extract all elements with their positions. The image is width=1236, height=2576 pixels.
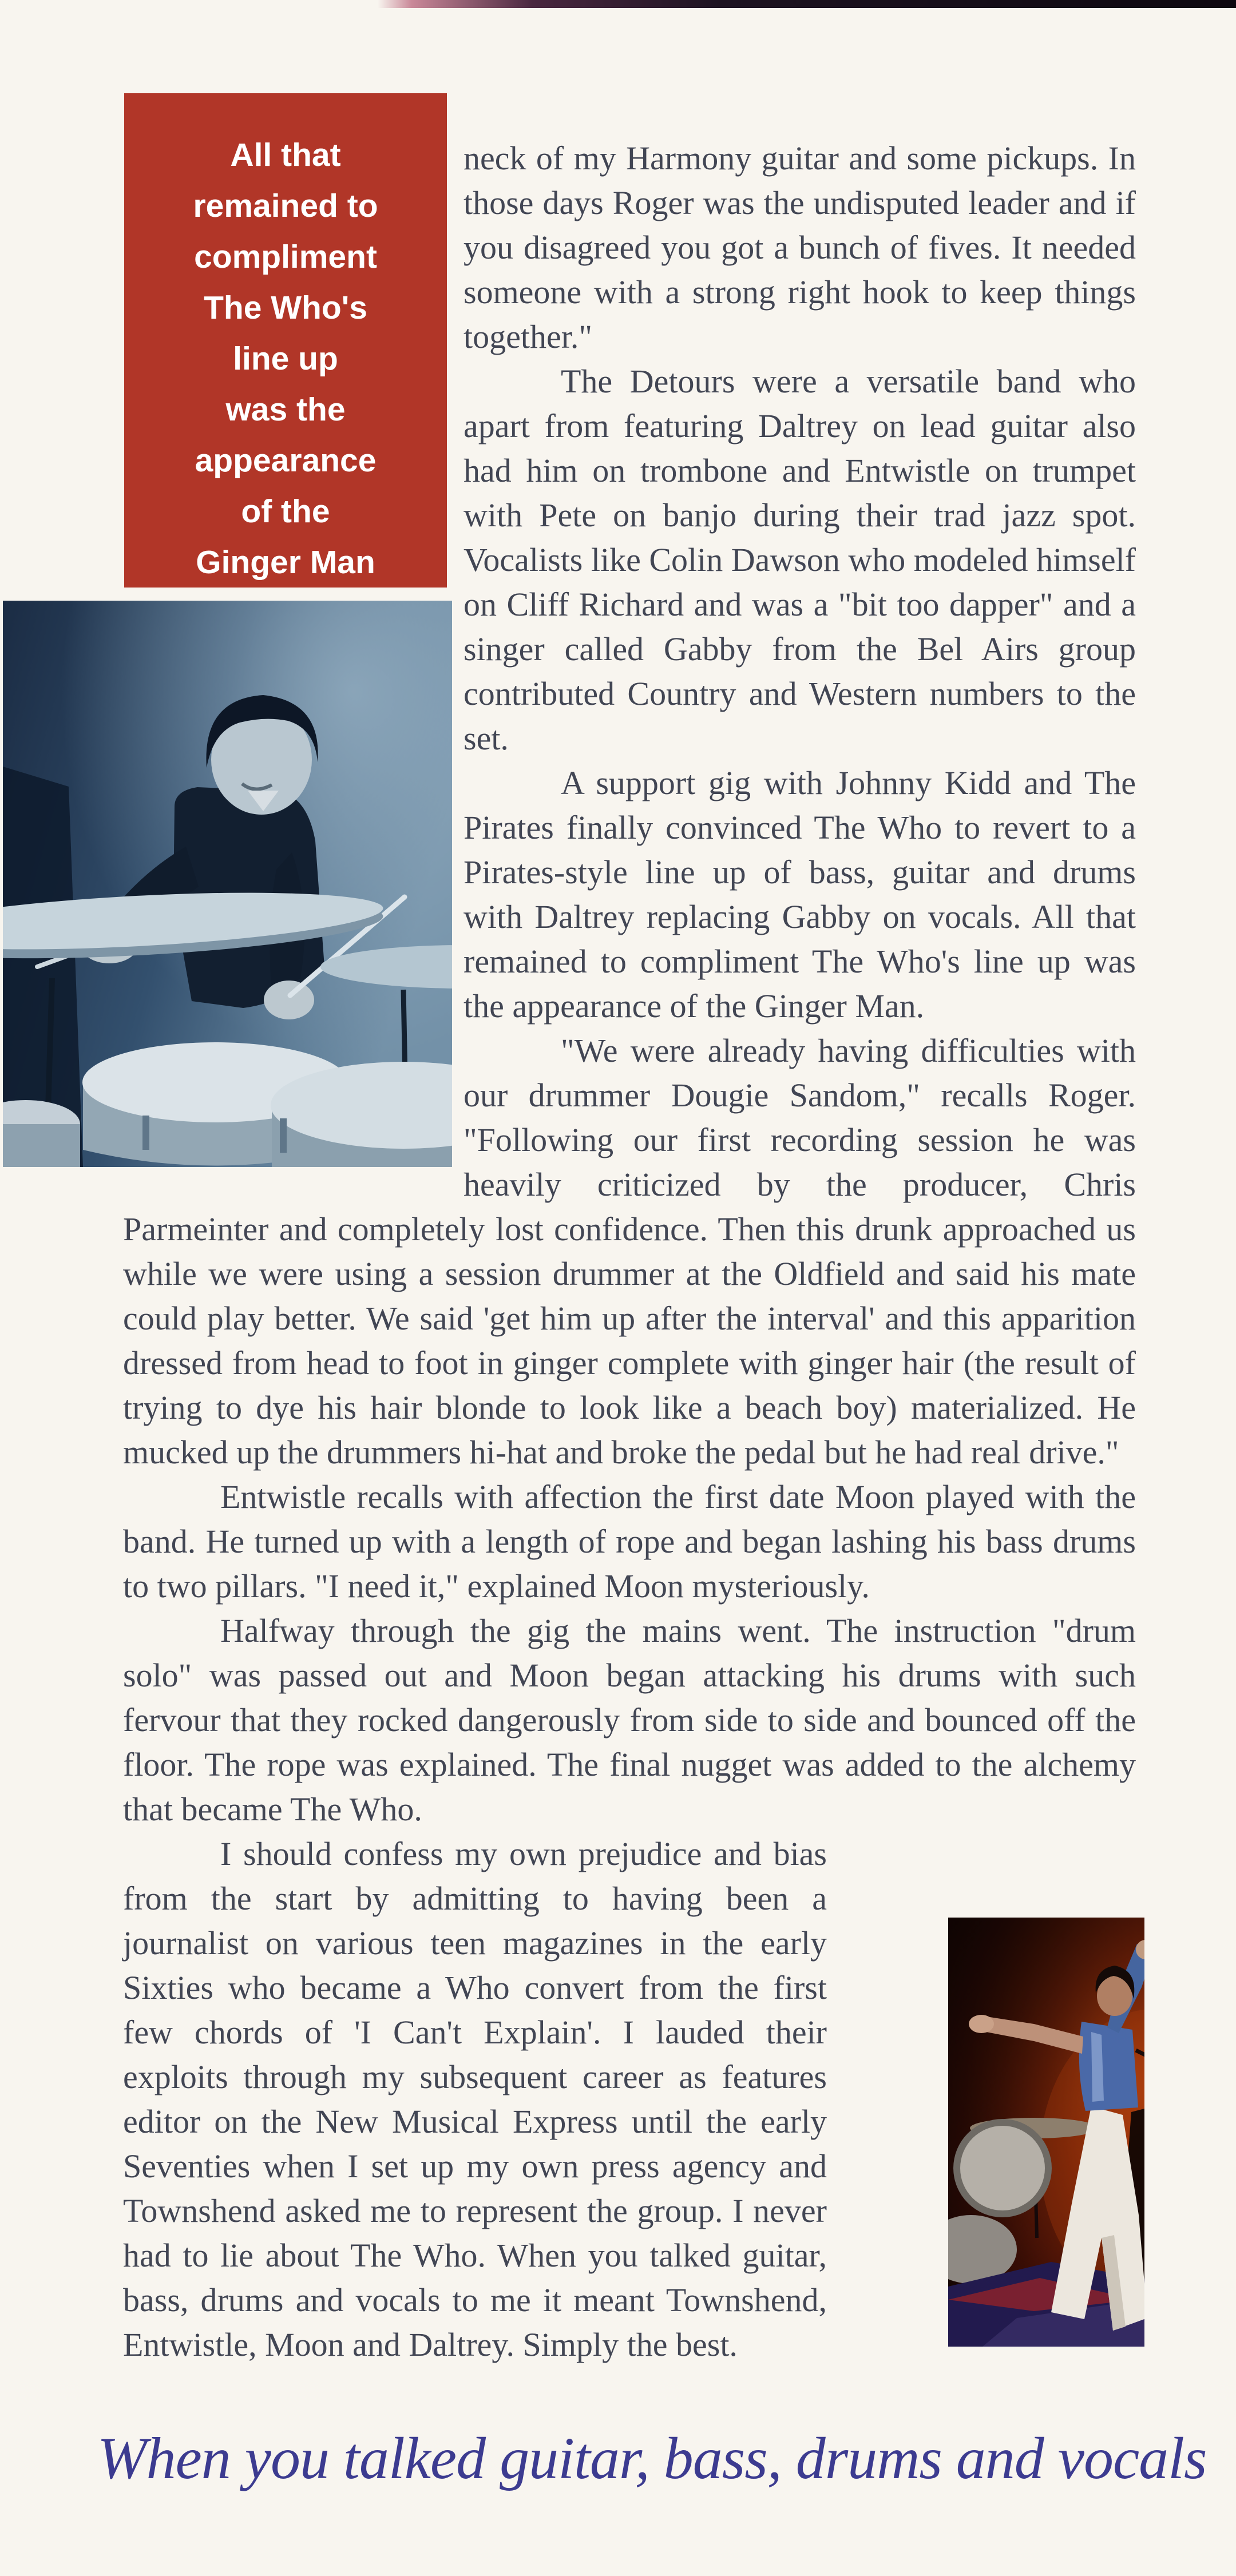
body-paragraph: Halfway through the gig the mains went. The instruction "drum solo" was passed out and Moon began attacking his drums with such fervour that they rocked dangerously from side to side and bounced off the floor. The rope was explained. The final nugget was added to the alchemy that became The Who. bbox=[123, 1612, 1136, 1828]
article-body bbox=[123, 136, 1136, 2367]
body-paragraph: neck of my Harmony guitar and some pickups. In those days Roger was the undisputed leader and if you disagreed you got a bunch of fives. It needed someone with a strong right hook to keep things together." bbox=[464, 140, 1136, 355]
pull-quote-line: was the bbox=[225, 391, 346, 428]
pull-quote-line: appearance bbox=[195, 442, 377, 479]
townshend-stage-photo-art bbox=[948, 1918, 1144, 2347]
body-paragraph: A support gig with Johnny Kidd and The Pirates finally convinced The Who to revert to a Pirates-style line up of bass, guitar and drums with Daltrey replacing Gabby on vocals. All that remained to compliment The Who's line up was the appearance of the Ginger Man. bbox=[464, 764, 1136, 1025]
pull-quote-box bbox=[124, 93, 447, 588]
townshend-stage-photo bbox=[851, 1918, 1144, 2347]
keith-moon-drums-photo-art bbox=[3, 601, 452, 1167]
pull-quote-line: All that bbox=[230, 137, 341, 173]
pull-quote-line: remained to bbox=[193, 188, 378, 224]
body-paragraph: I should confess my own prejudice and bias from the start by admitting to having been a journalist on various teen magazines in the early Sixties who became a Who convert from the first few chords of 'I Can't Explain'. I lauded their exploits through my subsequent career as features editor on the New Musical Express until the early Seventies when I set up my own press agency and Townshend asked me to represent the group. I never had to lie about The Who. When you talked guitar, bass, drums and vocals to me it meant Townshend, Entwistle, Moon and Daltrey. Simply the best. bbox=[123, 1832, 1136, 2367]
pull-quote-line: The Who's bbox=[204, 289, 367, 326]
pull-quote-line: of the bbox=[241, 493, 330, 530]
pull-quote-line: Ginger Man bbox=[196, 544, 375, 581]
pull-quote-line: line up bbox=[233, 340, 338, 377]
pull-quote-line: compliment bbox=[194, 239, 377, 275]
body-paragraph: The Detours were a versatile band who apart from featuring Daltrey on lead guitar also had him on trombone and Entwistle on trumpet with Pete on banjo during their trad jazz spot. Vocalists like Colin Dawson who modeled himself on Cliff Richard and was a "bit too dapper" and a singer called Gabby from the Bel Airs group contributed Country and Western numbers to the set. bbox=[464, 363, 1136, 757]
body-paragraph: Entwistle recalls with affection the first date Moon played with the band. He turned up with a length of rope and began lashing his bass drums to two pillars. "I need it," explained Moon mysteriously. bbox=[123, 1478, 1136, 1605]
left-column bbox=[123, 136, 464, 1180]
scan-top-edge-artifact bbox=[378, 0, 1236, 8]
keith-moon-drums-photo bbox=[3, 601, 452, 1167]
body-paragraph: "We were already having difficulties with our drummer Dougie Sandom," recalls Roger. "Following our first recording session he was heavily criticized by the producer, Chris Parmeinter and completely lost confidence. Then this drunk approached us while we were using a session drummer at the Oldfield and said his mate could play better. We said 'get him up after the interval' and this apparition dressed from head to foot in ginger complete with ginger hair (the result of trying to dye his hair blonde to look like a beach boy) materialized. He mucked up the drummers hi-hat and broke the pedal but he had real drive." bbox=[123, 1032, 1136, 1471]
footer-script-quote: When you talked guitar, bass, drums and vocals bbox=[97, 2426, 1207, 2491]
stage-photo-float bbox=[827, 1918, 1144, 2348]
